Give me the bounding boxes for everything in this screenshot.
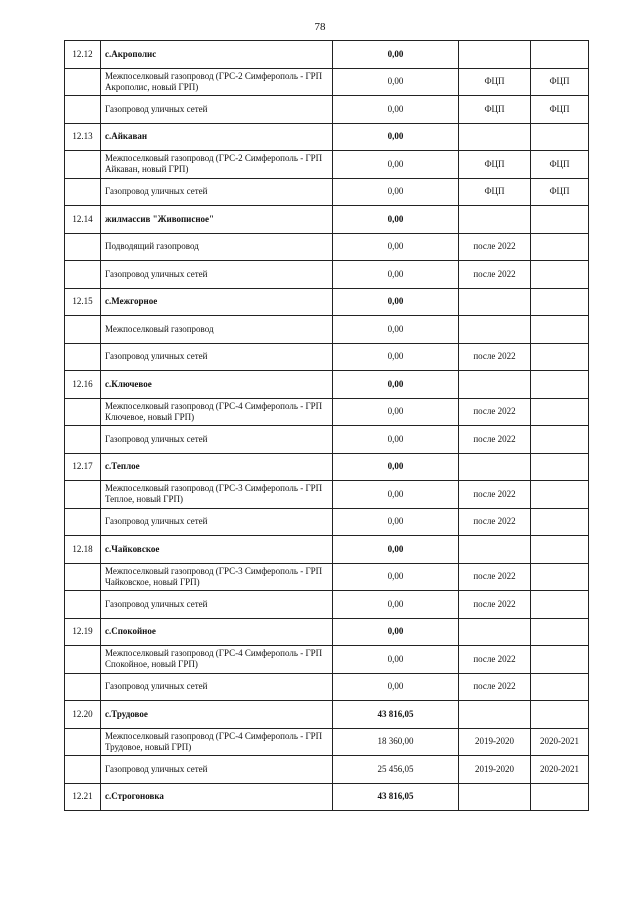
row-period-1 [459, 371, 531, 399]
row-value: 25 456,05 [333, 756, 459, 784]
row-number [65, 96, 101, 124]
row-name: с.Теплое [101, 453, 333, 481]
item-row [65, 426, 589, 454]
row-period-2 [531, 398, 589, 426]
row-value: 0,00 [333, 343, 459, 371]
settlement-row [65, 783, 589, 811]
item-row [65, 68, 589, 96]
row-number [65, 233, 101, 261]
row-name: Газопровод уличных сетей [101, 343, 333, 371]
row-name: с.Айкаван [101, 123, 333, 151]
row-period-1: 2019-2020 [459, 728, 531, 756]
row-number: 12.18 [65, 536, 101, 564]
row-value: 0,00 [333, 261, 459, 289]
row-number: 12.15 [65, 288, 101, 316]
row-value: 0,00 [333, 563, 459, 591]
settlement-row [65, 41, 589, 69]
row-number [65, 316, 101, 344]
row-period-2 [531, 618, 589, 646]
row-period-1 [459, 316, 531, 344]
row-period-2 [531, 206, 589, 234]
item-row [65, 646, 589, 674]
row-period-1: после 2022 [459, 398, 531, 426]
row-period-1: после 2022 [459, 343, 531, 371]
settlement-row [65, 371, 589, 399]
row-name: Газопровод уличных сетей [101, 756, 333, 784]
row-period-2 [531, 783, 589, 811]
row-value: 0,00 [333, 536, 459, 564]
row-name: с.Трудовое [101, 701, 333, 729]
row-name: с.Акрополис [101, 41, 333, 69]
row-period-1: ФЦП [459, 68, 531, 96]
row-value: 0,00 [333, 68, 459, 96]
row-number [65, 756, 101, 784]
row-name: Подводящий газопровод [101, 233, 333, 261]
row-period-1: после 2022 [459, 261, 531, 289]
row-value: 18 360,00 [333, 728, 459, 756]
row-number [65, 398, 101, 426]
row-period-2 [531, 233, 589, 261]
row-period-2 [531, 563, 589, 591]
row-period-2 [531, 508, 589, 536]
row-value: 0,00 [333, 481, 459, 509]
row-name: с.Спокойное [101, 618, 333, 646]
row-period-1 [459, 41, 531, 69]
row-number [65, 343, 101, 371]
item-row [65, 673, 589, 701]
row-period-2: 2020-2021 [531, 728, 589, 756]
row-name: Газопровод уличных сетей [101, 591, 333, 619]
row-period-1 [459, 701, 531, 729]
row-name: Межпоселковый газопровод (ГРС-4 Симферополь - ГРП Трудовое, новый ГРП) [101, 728, 333, 756]
row-number [65, 508, 101, 536]
item-row [65, 316, 589, 344]
row-period-2 [531, 701, 589, 729]
item-row [65, 563, 589, 591]
row-number: 12.19 [65, 618, 101, 646]
row-value: 0,00 [333, 618, 459, 646]
item-row [65, 481, 589, 509]
row-value: 0,00 [333, 673, 459, 701]
item-row [65, 178, 589, 206]
row-number: 12.20 [65, 701, 101, 729]
row-value: 0,00 [333, 591, 459, 619]
row-value: 0,00 [333, 206, 459, 234]
row-period-2: ФЦП [531, 68, 589, 96]
row-value: 0,00 [333, 371, 459, 399]
row-period-2 [531, 673, 589, 701]
row-name: с.Ключевое [101, 371, 333, 399]
row-number [65, 591, 101, 619]
row-value: 0,00 [333, 646, 459, 674]
row-name: жилмассив "Живописное" [101, 206, 333, 234]
row-value: 0,00 [333, 41, 459, 69]
row-value: 0,00 [333, 288, 459, 316]
row-period-1: ФЦП [459, 178, 531, 206]
gas-pipeline-table [64, 40, 589, 811]
row-period-1: ФЦП [459, 96, 531, 124]
item-row [65, 151, 589, 179]
row-name: с.Чайковское [101, 536, 333, 564]
row-name: Газопровод уличных сетей [101, 673, 333, 701]
row-number: 12.16 [65, 371, 101, 399]
page-number: 78 [314, 21, 326, 33]
row-value: 0,00 [333, 96, 459, 124]
row-name: Межпоселковый газопровод (ГРС-2 Симферополь - ГРП Акрополис, новый ГРП) [101, 68, 333, 96]
row-number [65, 563, 101, 591]
row-value: 0,00 [333, 123, 459, 151]
row-value: 0,00 [333, 151, 459, 179]
row-number [65, 481, 101, 509]
item-row [65, 261, 589, 289]
row-period-1: после 2022 [459, 426, 531, 454]
table-body [65, 41, 589, 811]
row-period-2 [531, 371, 589, 399]
row-value: 0,00 [333, 453, 459, 481]
item-row [65, 96, 589, 124]
row-number [65, 426, 101, 454]
row-number [65, 261, 101, 289]
settlement-row [65, 206, 589, 234]
row-period-1: после 2022 [459, 646, 531, 674]
row-value: 43 816,05 [333, 701, 459, 729]
row-period-1 [459, 536, 531, 564]
row-period-1: 2019-2020 [459, 756, 531, 784]
row-period-2: ФЦП [531, 96, 589, 124]
row-period-1: после 2022 [459, 481, 531, 509]
row-period-1: после 2022 [459, 563, 531, 591]
item-row [65, 591, 589, 619]
row-period-2: ФЦП [531, 178, 589, 206]
row-name: Межпоселковый газопровод (ГРС-3 Симферополь - ГРП Чайковское, новый ГРП) [101, 563, 333, 591]
row-period-2 [531, 536, 589, 564]
row-value: 0,00 [333, 233, 459, 261]
row-name: Межпоселковый газопровод (ГРС-4 Симферополь - ГРП Спокойное, новый ГРП) [101, 646, 333, 674]
row-period-1: после 2022 [459, 233, 531, 261]
row-name: Газопровод уличных сетей [101, 426, 333, 454]
row-number: 12.13 [65, 123, 101, 151]
row-period-1: после 2022 [459, 591, 531, 619]
row-name: Газопровод уличных сетей [101, 178, 333, 206]
row-value: 0,00 [333, 508, 459, 536]
row-period-2: ФЦП [531, 151, 589, 179]
row-period-2 [531, 646, 589, 674]
settlement-row [65, 701, 589, 729]
row-value: 0,00 [333, 426, 459, 454]
row-period-2 [531, 453, 589, 481]
settlement-row [65, 123, 589, 151]
row-period-1 [459, 123, 531, 151]
row-period-1 [459, 783, 531, 811]
row-number [65, 673, 101, 701]
row-value: 0,00 [333, 316, 459, 344]
settlement-row [65, 618, 589, 646]
row-name: Межпоселковый газопровод [101, 316, 333, 344]
row-period-1 [459, 453, 531, 481]
settlement-row [65, 453, 589, 481]
row-name: Газопровод уличных сетей [101, 261, 333, 289]
row-period-1 [459, 288, 531, 316]
row-period-2 [531, 123, 589, 151]
item-row [65, 508, 589, 536]
row-number [65, 68, 101, 96]
row-value: 0,00 [333, 178, 459, 206]
row-number [65, 151, 101, 179]
row-period-2 [531, 343, 589, 371]
row-name: с.Строгоновка [101, 783, 333, 811]
row-period-2 [531, 591, 589, 619]
row-period-1 [459, 206, 531, 234]
row-name: Межпоселковый газопровод (ГРС-2 Симферополь - ГРП Айкаван, новый ГРП) [101, 151, 333, 179]
row-number: 12.14 [65, 206, 101, 234]
row-period-2 [531, 481, 589, 509]
row-number: 12.21 [65, 783, 101, 811]
row-period-2 [531, 288, 589, 316]
row-period-1: ФЦП [459, 151, 531, 179]
item-row [65, 343, 589, 371]
row-name: Межпоселковый газопровод (ГРС-4 Симферополь - ГРП Ключевое, новый ГРП) [101, 398, 333, 426]
row-period-2 [531, 261, 589, 289]
item-row [65, 728, 589, 756]
row-name: Газопровод уличных сетей [101, 96, 333, 124]
row-period-2 [531, 426, 589, 454]
row-period-2 [531, 316, 589, 344]
row-number: 12.12 [65, 41, 101, 69]
row-name: Газопровод уличных сетей [101, 508, 333, 536]
row-number [65, 728, 101, 756]
row-period-1: после 2022 [459, 673, 531, 701]
row-number: 12.17 [65, 453, 101, 481]
row-period-2: 2020-2021 [531, 756, 589, 784]
row-number [65, 646, 101, 674]
row-period-2 [531, 41, 589, 69]
row-value: 43 816,05 [333, 783, 459, 811]
item-row [65, 756, 589, 784]
row-name: Межпоселковый газопровод (ГРС-3 Симферополь - ГРП Теплое, новый ГРП) [101, 481, 333, 509]
row-number [65, 178, 101, 206]
row-period-1 [459, 618, 531, 646]
row-period-1: после 2022 [459, 508, 531, 536]
item-row [65, 398, 589, 426]
settlement-row [65, 536, 589, 564]
item-row [65, 233, 589, 261]
settlement-row [65, 288, 589, 316]
row-value: 0,00 [333, 398, 459, 426]
row-name: с.Межгорное [101, 288, 333, 316]
